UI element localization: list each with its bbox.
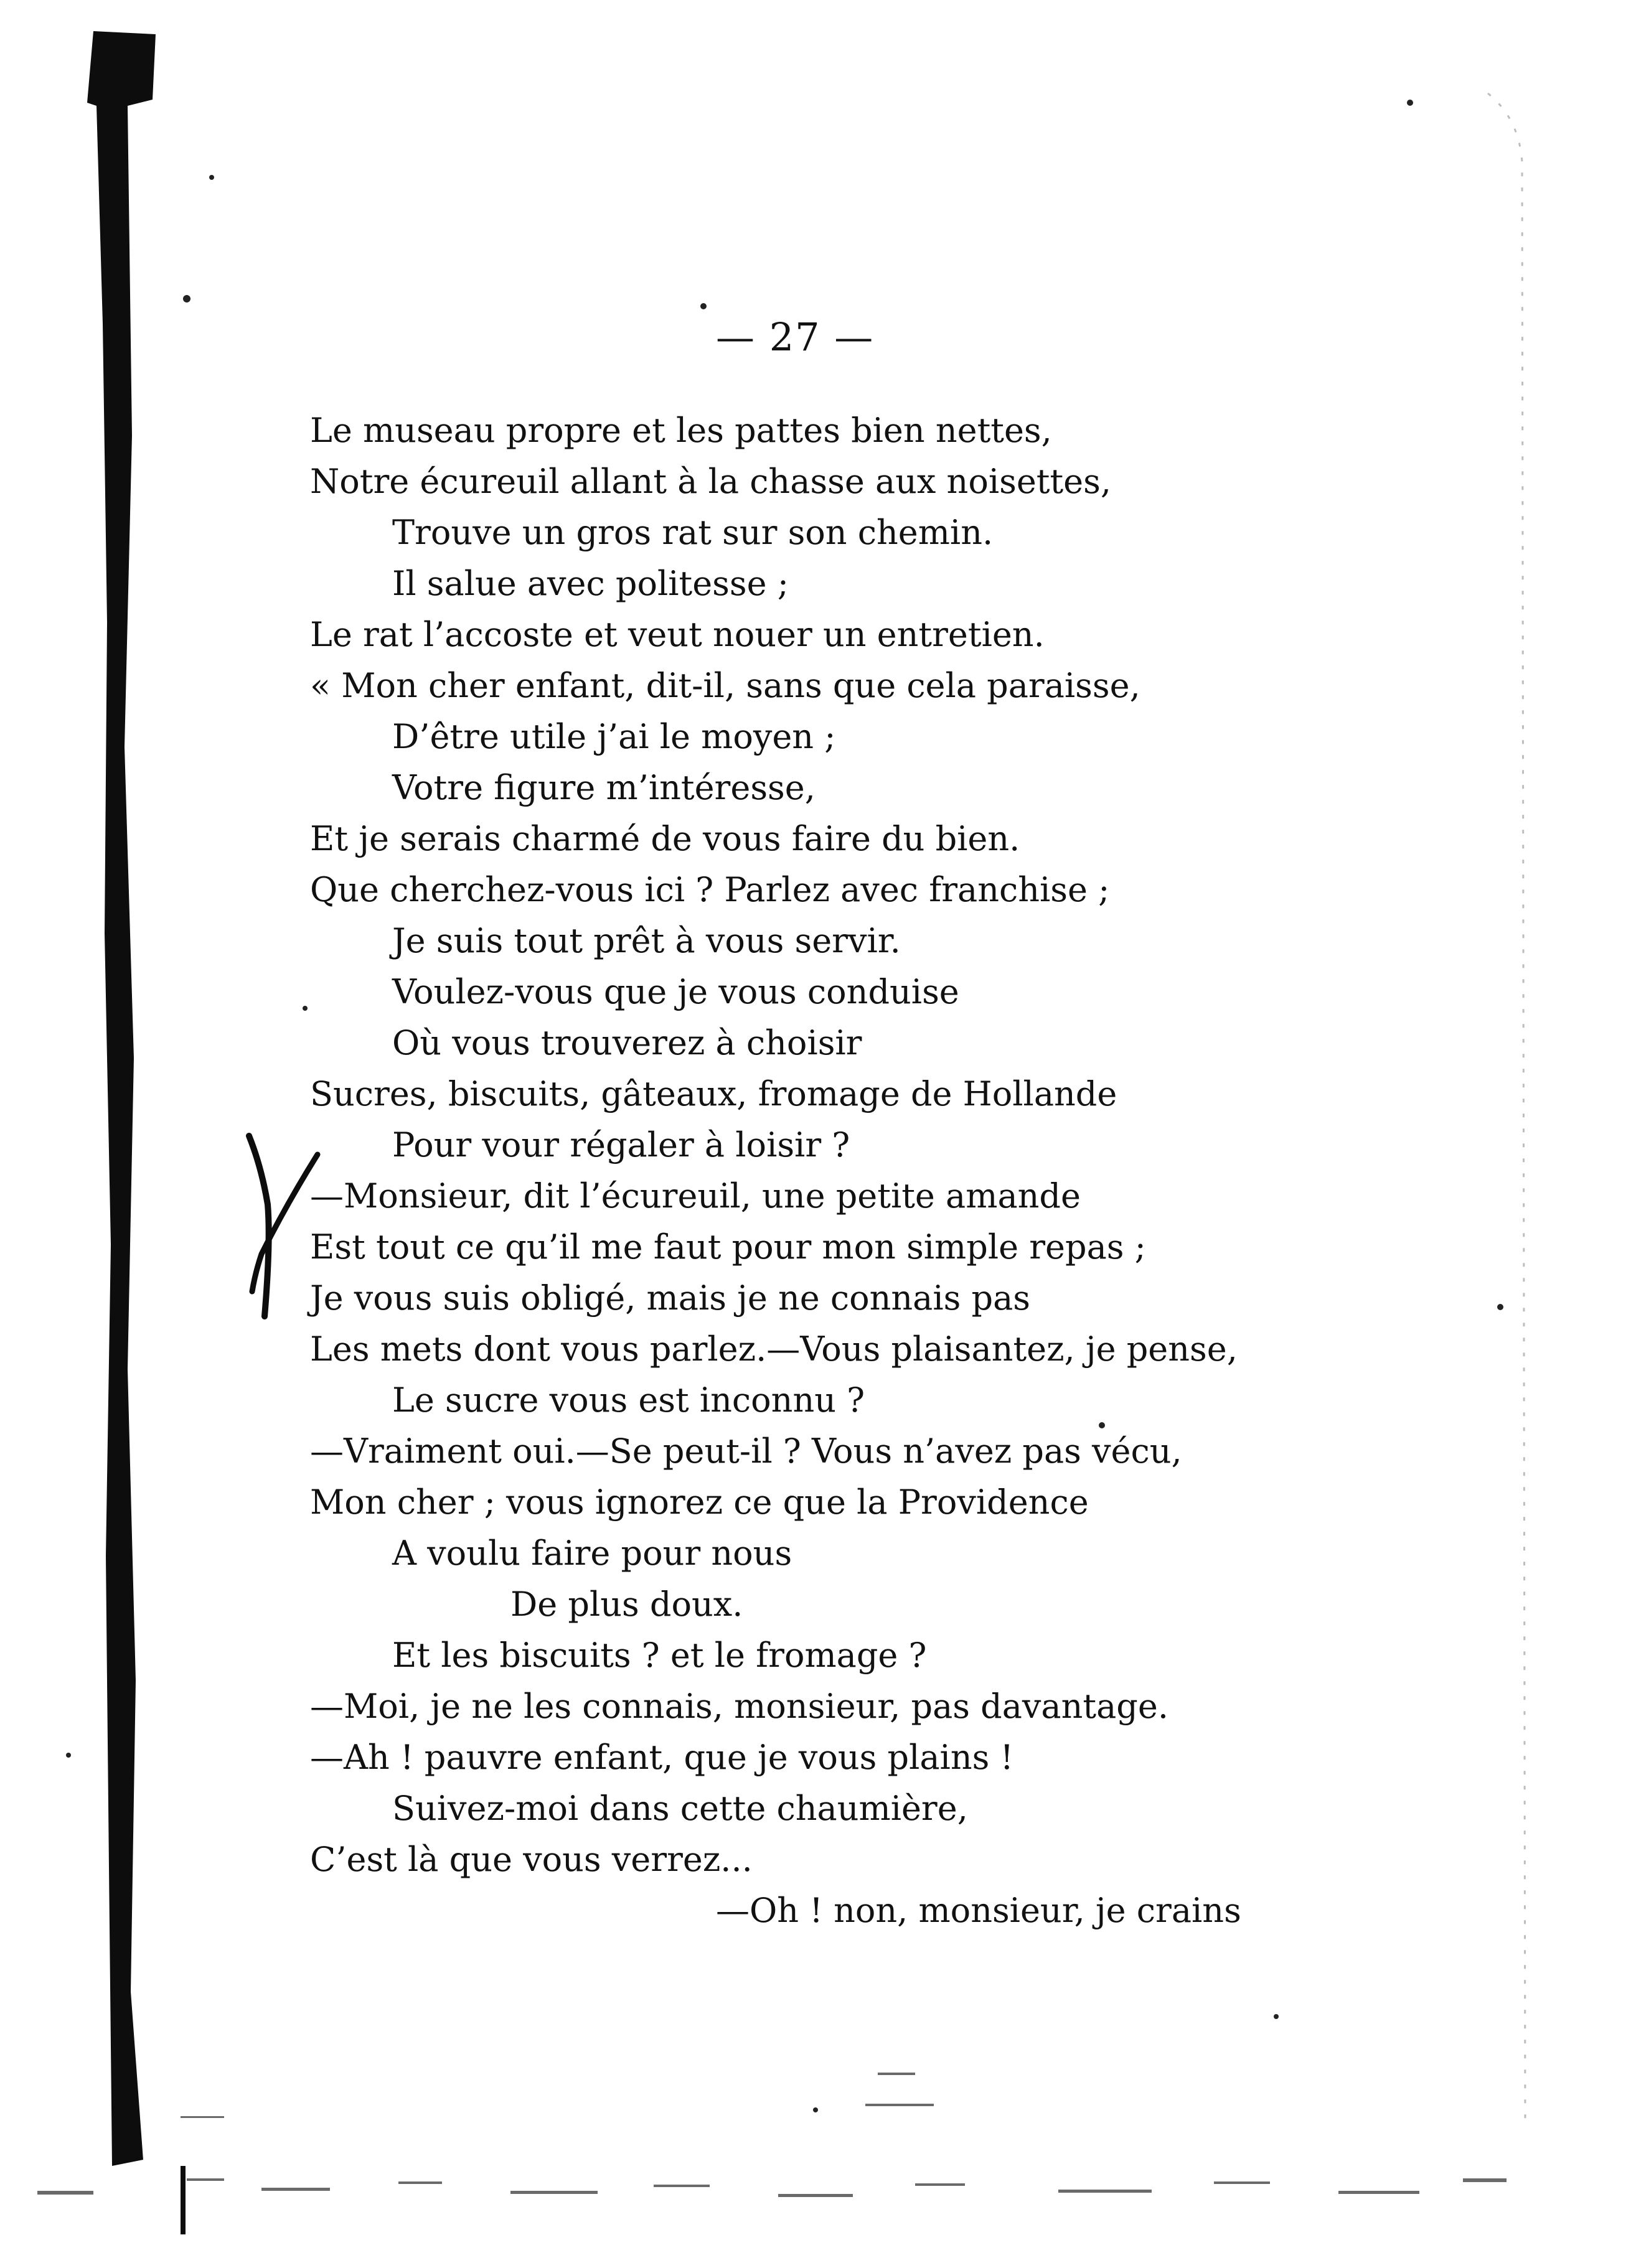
verse-line: Sucres, biscuits, gâteaux, fromage de Hollande (310, 1074, 1117, 1113)
verse-line: Votre figure m’intéresse, (392, 768, 816, 807)
verse-line: De plus doux. (510, 1585, 743, 1624)
verse-line: C’est là que vous verrez... (310, 1840, 753, 1879)
verse-line: Est tout ce qu’il me faut pour mon simple repas ; (310, 1227, 1146, 1267)
verse-line: —Moi, je ne les connais, monsieur, pas davantage. (310, 1687, 1168, 1726)
verse-line: « Mon cher enfant, dit-il, sans que cela paraisse, (310, 666, 1140, 705)
verse-line: Et je serais charmé de vous faire du bien. (310, 819, 1020, 858)
verse-line: Les mets dont vous parlez.—Vous plaisantez, je pense, (310, 1329, 1238, 1369)
verse-line: D’être utile j’ai le moyen ; (392, 717, 836, 756)
verse-line: Où vous trouverez à choisir (392, 1023, 862, 1062)
verse-line: Voulez-vous que je vous conduise (392, 972, 959, 1011)
verse-line: A voulu faire pour nous (392, 1534, 792, 1573)
verse-line: —Vraiment oui.—Se peut-il ? Vous n’avez pas vécu, (310, 1432, 1182, 1471)
verse-line: Que cherchez-vous ici ? Parlez avec franchise ; (310, 870, 1110, 909)
verse-line: Et les biscuits ? et le fromage ? (392, 1636, 927, 1675)
verse-line: Je vous suis obligé, mais je ne connais pas (310, 1278, 1030, 1318)
verse-line: —Oh ! non, monsieur, je crains (716, 1891, 1241, 1930)
verse-line: Le museau propre et les pattes bien nettes, (310, 411, 1052, 450)
verse-line: Trouve un gros rat sur son chemin. (392, 513, 994, 552)
verse-line: Suivez-moi dans cette chaumière, (392, 1789, 968, 1828)
verse-line: Il salue avec politesse ; (392, 564, 789, 603)
verse-line: —Monsieur, dit l’écureuil, une petite amande (310, 1176, 1081, 1216)
page-number: — 27 — (716, 314, 875, 360)
verse-line: Mon cher ; vous ignorez ce que la Providence (310, 1483, 1089, 1522)
verse-line: Pour vour régaler à loisir ? (392, 1125, 850, 1164)
verse-line: Je suis tout prêt à vous servir. (392, 921, 901, 960)
verse-line: Le sucre vous est inconnu ? (392, 1380, 865, 1420)
verse-line: —Ah ! pauvre enfant, que je vous plains ! (310, 1738, 1014, 1777)
verse-line: Le rat l’accoste et veut nouer un entretien. (310, 615, 1045, 654)
verse-line: Notre écureuil allant à la chasse aux noisettes, (310, 462, 1112, 501)
